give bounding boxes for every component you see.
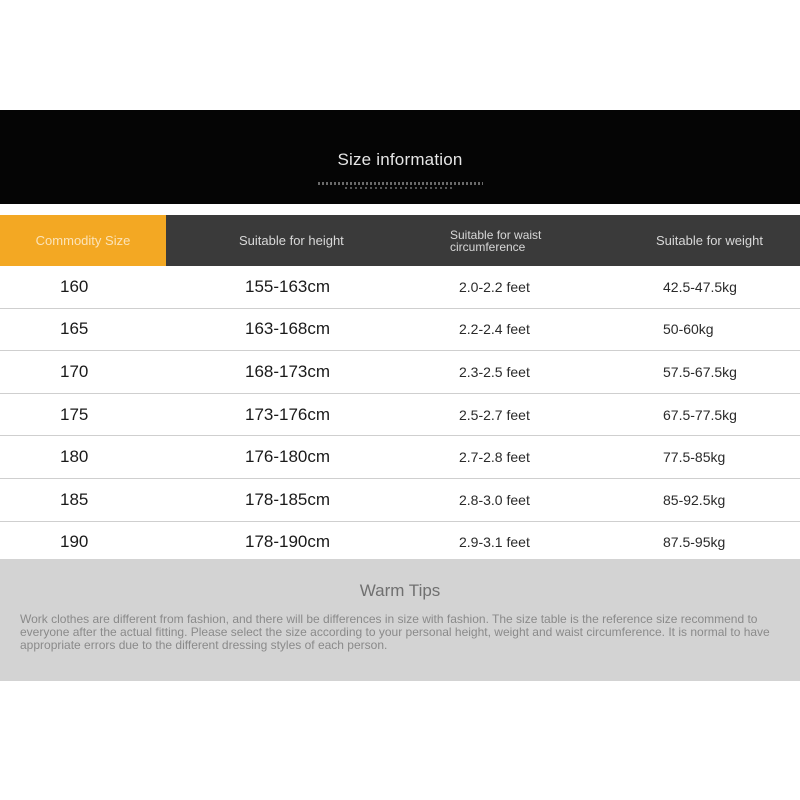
weight-cell: 87.5-95kg — [663, 534, 726, 551]
height-cell: 178-190cm — [245, 532, 331, 552]
waist-cell: 2.7-2.8 feet — [459, 449, 530, 466]
waist-cell: 2.5-2.7 feet — [459, 406, 530, 423]
height-cell: 163-168cm — [245, 319, 331, 339]
waist-cell: 2.3-2.5 feet — [459, 363, 530, 380]
weight-cell: 77.5-85kg — [663, 449, 726, 466]
size-table-header — [0, 215, 800, 266]
table-row — [0, 309, 800, 352]
warm-tips-panel — [0, 559, 800, 681]
height-cell: 178-185cm — [245, 489, 331, 509]
table-row — [0, 522, 800, 565]
size-cell: 160 — [60, 276, 89, 296]
weight-cell: 67.5-77.5kg — [663, 406, 737, 423]
weight-cell: 42.5-47.5kg — [663, 278, 737, 295]
table-row — [0, 351, 800, 394]
header-waist: Suitable for waist circumference — [450, 227, 542, 254]
weight-cell: 85-92.5kg — [663, 491, 726, 508]
size-cell: 185 — [60, 489, 89, 509]
size-table — [0, 215, 800, 564]
banner-decorative-line — [318, 182, 483, 185]
waist-cell: 2.2-2.4 feet — [459, 321, 530, 338]
table-row — [0, 266, 800, 309]
header-weight: Suitable for weight — [656, 233, 763, 248]
banner-decorative-line-secondary — [345, 187, 455, 189]
banner-title: Size information — [337, 150, 463, 169]
height-cell: 155-163cm — [245, 276, 331, 296]
size-information-banner — [0, 110, 800, 204]
table-row — [0, 479, 800, 522]
waist-cell: 2.8-3.0 feet — [459, 491, 530, 508]
size-cell: 175 — [60, 404, 89, 424]
size-cell: 165 — [60, 319, 89, 339]
table-row — [0, 394, 800, 437]
height-cell: 176-180cm — [245, 447, 331, 467]
waist-cell: 2.0-2.2 feet — [459, 278, 530, 295]
warm-tips-title: Warm Tips — [359, 581, 441, 600]
waist-cell: 2.9-3.1 feet — [459, 534, 530, 551]
size-cell: 180 — [60, 447, 89, 467]
header-commodity-size: Commodity Size — [0, 215, 166, 266]
warm-tips-text: Work clothes are different from fashion, and there will be differences in size with fashion. The size table is the reference size recommend to everyone after the actual fitting. Please select the size according to your personal height, weight and waist circumference. It is normal to have appropriate errors due to the different dressing styles of each person. — [20, 612, 770, 652]
height-cell: 168-173cm — [245, 361, 331, 381]
size-cell: 170 — [60, 361, 89, 381]
weight-cell: 57.5-67.5kg — [663, 363, 737, 380]
weight-cell: 50-60kg — [663, 321, 714, 338]
header-height: Suitable for height — [239, 233, 344, 248]
table-row — [0, 436, 800, 479]
height-cell: 173-176cm — [245, 404, 331, 424]
size-cell: 190 — [60, 532, 89, 552]
